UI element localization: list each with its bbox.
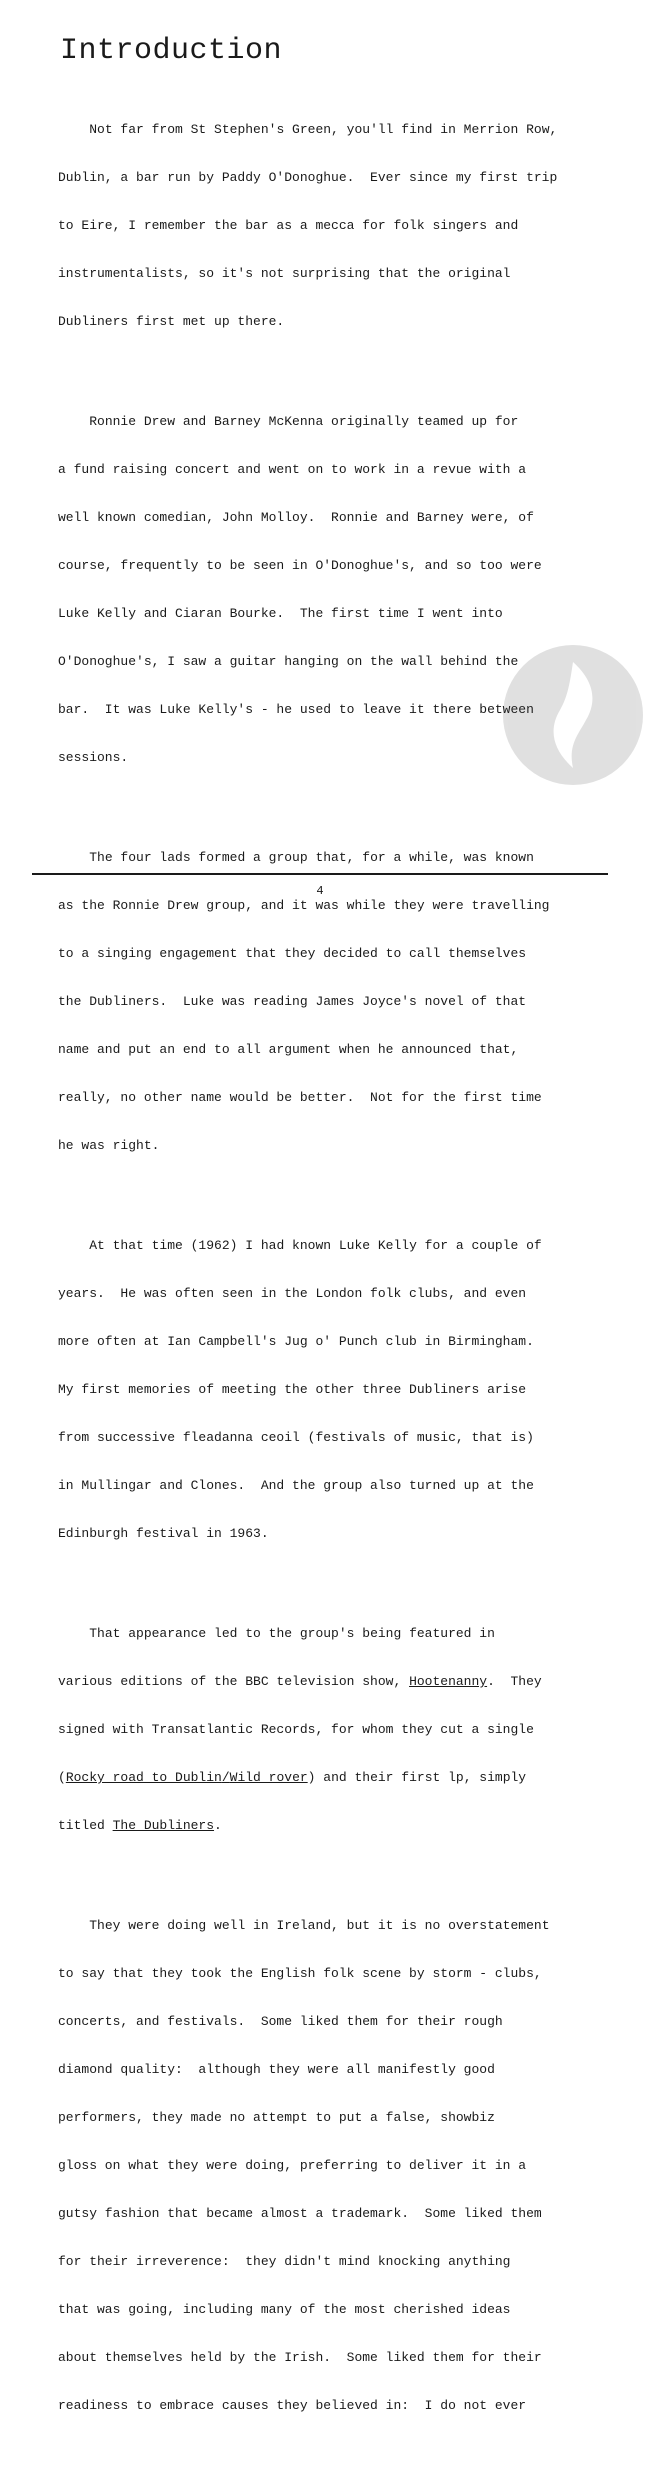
single-title-a: Rocky road to Dublin xyxy=(65,1770,222,1785)
slash-separator: / xyxy=(221,1770,230,1785)
text-line: readiness to embrace causes they believed in: I do not ever xyxy=(58,2398,527,2413)
text-line: that was going, including many of the most cherished ideas xyxy=(58,2302,511,2317)
text-line: O'Donoghue's, I saw a guitar hanging on the wall behind the xyxy=(58,654,519,669)
text-line: signed with Transatlantic Records, for whom they cut a single xyxy=(58,1722,534,1737)
text-line: Not far from St Stephen's Green, you'll find in Merrion Row, xyxy=(58,122,558,137)
text-line: concerts, and festivals. Some liked them for their rough xyxy=(58,2014,503,2029)
text-line: as the Ronnie Drew group, and it was while they were travelling xyxy=(58,898,550,913)
text-line: bar. It was Luke Kelly's - he used to leave it there between xyxy=(58,702,534,717)
text-span: . They xyxy=(487,1674,542,1689)
text-line: Luke Kelly and Ciaran Bourke. The first time I went into xyxy=(58,606,503,621)
text-line: sessions. xyxy=(58,750,129,765)
text-span: ( xyxy=(58,1770,66,1785)
text-line: from successive fleadanna ceoil (festivals of music, that is) xyxy=(58,1430,534,1445)
paragraph-1 xyxy=(58,90,603,362)
text-line: That appearance led to the group's being featured in xyxy=(58,1626,495,1641)
text-line xyxy=(58,1818,603,1834)
text-line: really, no other name would be better. Not for the first time xyxy=(58,1090,542,1105)
text-line: gloss on what they were doing, preferring to deliver it in a xyxy=(58,2158,527,2173)
text-line: to say that they took the English folk scene by storm - clubs, xyxy=(58,1966,542,1981)
body-text xyxy=(58,90,603,2466)
text-line xyxy=(58,1770,603,1786)
text-span: titled xyxy=(58,1818,113,1833)
text-line: years. He was often seen in the London folk clubs, and even xyxy=(58,1286,527,1301)
text-line: for their irreverence: they didn't mind knocking anything xyxy=(58,2254,511,2269)
text-span: ) and their first lp, simply xyxy=(307,1770,527,1785)
text-line: in Mullingar and Clones. And the group also turned up at the xyxy=(58,1478,534,1493)
text-line: the Dubliners. Luke was reading James Joyce's novel of that xyxy=(58,994,527,1009)
text-line: name and put an end to all argument when he announced that, xyxy=(58,1042,519,1057)
footer-rule xyxy=(32,873,608,875)
paragraph-6 xyxy=(58,1886,603,2446)
page-title: Introduction xyxy=(60,34,283,68)
paragraph-4 xyxy=(58,1206,603,1574)
text-line: more often at Ian Campbell's Jug o' Punch club in Birmingham. xyxy=(58,1334,534,1349)
album-title: The Dubliners xyxy=(112,1818,215,1833)
text-line: The four lads formed a group that, for a while, was known xyxy=(58,850,534,865)
text-line: My first memories of meeting the other three Dubliners arise xyxy=(58,1382,527,1397)
text-line: gutsy fashion that became almost a trademark. Some liked them xyxy=(58,2206,542,2221)
text-line: he was right. xyxy=(58,1138,160,1153)
text-line: instrumentalists, so it's not surprising that the original xyxy=(58,266,511,281)
text-line: a fund raising concert and went on to work in a revue with a xyxy=(58,462,527,477)
text-span: various editions of the BBC television show, xyxy=(58,1674,410,1689)
text-line: well known comedian, John Molloy. Ronnie and Barney were, of xyxy=(58,510,534,525)
paragraph-5 xyxy=(58,1594,603,1866)
single-title-b: Wild rover xyxy=(229,1770,308,1785)
text-line: diamond quality: although they were all manifestly good xyxy=(58,2062,495,2077)
text-span: . xyxy=(214,1818,222,1833)
text-line xyxy=(58,1674,603,1690)
text-line: Edinburgh festival in 1963. xyxy=(58,1526,269,1541)
text-line: about themselves held by the Irish. Some liked them for their xyxy=(58,2350,542,2365)
text-line: performers, they made no attempt to put a false, showbiz xyxy=(58,2110,495,2125)
watermark-logo-icon xyxy=(498,640,648,790)
text-line: course, frequently to be seen in O'Donoghue's, and so too were xyxy=(58,558,542,573)
text-line: to Eire, I remember the bar as a mecca for folk singers and xyxy=(58,218,519,233)
text-line: Dublin, a bar run by Paddy O'Donoghue. Ever since my first trip xyxy=(58,170,558,185)
text-line: Ronnie Drew and Barney McKenna originally teamed up for xyxy=(58,414,519,429)
page-number: 4 xyxy=(316,884,324,898)
text-line: They were doing well in Ireland, but it is no overstatement xyxy=(58,1918,550,1933)
text-line: At that time (1962) I had known Luke Kelly for a couple of xyxy=(58,1238,542,1253)
text-line: to a singing engagement that they decided to call themselves xyxy=(58,946,527,961)
text-line: Dubliners first met up there. xyxy=(58,314,285,329)
show-title: Hootenanny xyxy=(409,1674,488,1689)
